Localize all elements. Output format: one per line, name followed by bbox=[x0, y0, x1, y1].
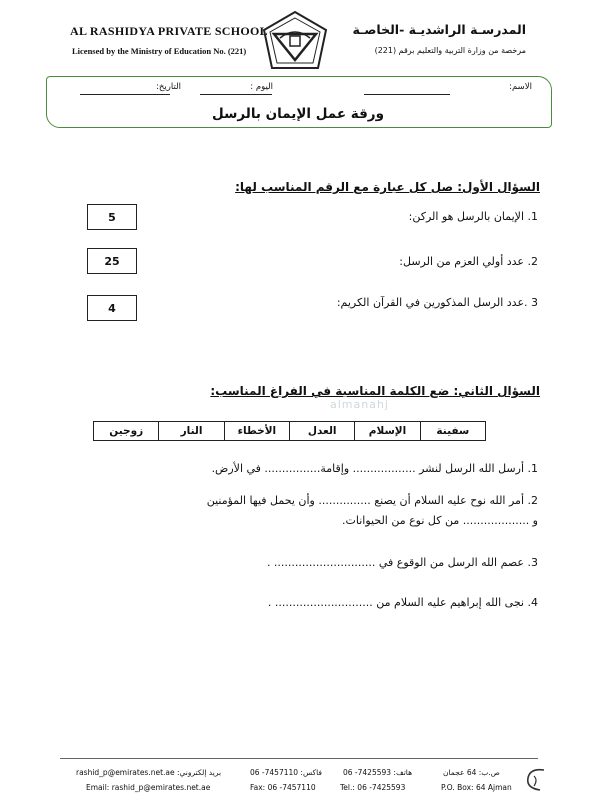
license-english: Licensed by the Ministry of Education No. (221) bbox=[72, 46, 247, 56]
footer-email-en[interactable]: Email: rashid_p@emirates.net.ae bbox=[86, 783, 211, 792]
word-bank-cell: الأخطاء bbox=[224, 422, 289, 440]
word-bank-cell: زوجين bbox=[109, 425, 144, 437]
q2-sentence-4: 4. نجى الله إبراهيم عليه السلام من ............................ . bbox=[267, 596, 538, 609]
footer-phone-en: Tel.: 06 -7425593 bbox=[340, 783, 406, 792]
footer-pobox-ar: ص.ب: 64 عجمان bbox=[443, 768, 500, 777]
q2-sentence-2-line1: 2. أمر الله نوح عليه السلام أن يصنع ............... وأن يحمل فيها المؤمنين bbox=[206, 494, 538, 507]
word-bank-cell: العدل bbox=[289, 422, 354, 440]
worksheet-title: ورقة عمل الإيمان بالرسل bbox=[212, 106, 384, 122]
name-blank[interactable] bbox=[364, 94, 450, 95]
day-blank[interactable] bbox=[200, 94, 272, 95]
footer-logo-icon bbox=[520, 764, 550, 794]
footer-email-ar[interactable]: بريد إلكتروني: rashid_p@emirates.net.ae bbox=[76, 768, 222, 777]
school-name-arabic: المدرسـة الراشديـة -الخاصـة bbox=[352, 22, 526, 37]
school-name-english: AL RASHIDYA PRIVATE SCHOOL bbox=[70, 24, 268, 38]
q1-number-box-1[interactable]: 5 bbox=[87, 204, 137, 230]
question2-heading: السؤال الثاني: ضع الكلمة المناسبة في الفراغ المناسب: bbox=[210, 384, 540, 398]
q1-statement-2: 2. عدد أولي العزم من الرسل: bbox=[399, 255, 538, 268]
word-bank-cell: النار bbox=[158, 422, 223, 440]
q2-sentence-2-line2: و ................... من كل نوع من الحيوانات. bbox=[342, 514, 538, 527]
q1-number-box-2[interactable]: 25 bbox=[87, 248, 137, 274]
footer-phone-ar: هاتف: 7425593- 06 bbox=[343, 768, 413, 777]
footer-fax-ar: فاكس: 7457110- 06 bbox=[250, 768, 322, 777]
footer-divider bbox=[60, 758, 538, 759]
question1-heading: السؤال الأول: صل كل عبارة مع الرقم المناسب لها: bbox=[235, 180, 540, 194]
q2-sentence-3: 3. عصم الله الرسل من الوقوع في ............................. . bbox=[266, 556, 538, 569]
date-label: التاريخ: bbox=[156, 82, 181, 92]
footer-fax-en: Fax: 06 -7457110 bbox=[250, 783, 316, 792]
license-arabic: مرخصة من وزارة التربية والتعليم برقم (221) bbox=[374, 46, 526, 55]
date-blank[interactable] bbox=[80, 94, 170, 95]
footer-pobox-en: P.O. Box: 64 Ajman bbox=[441, 783, 512, 792]
school-logo bbox=[260, 10, 330, 76]
q1-number-box-3[interactable]: 4 bbox=[87, 295, 137, 321]
word-bank-table bbox=[93, 421, 486, 441]
day-label: اليوم : bbox=[250, 82, 273, 92]
name-label: الاسم: bbox=[509, 82, 532, 92]
word-bank-cell: الإسلام bbox=[354, 422, 419, 440]
q2-sentence-1: 1. أرسل الله الرسل لنشر .................. وإقامة................ في الأرض. bbox=[211, 462, 538, 475]
q1-statement-1: 1. الإيمان بالرسل هو الركن: bbox=[408, 210, 538, 223]
watermark: almanahj bbox=[330, 398, 389, 411]
word-bank-cell: سفينة bbox=[420, 422, 485, 440]
q1-statement-3: 3 .عدد الرسل المذكورين في القرآن الكريم: bbox=[336, 296, 538, 309]
